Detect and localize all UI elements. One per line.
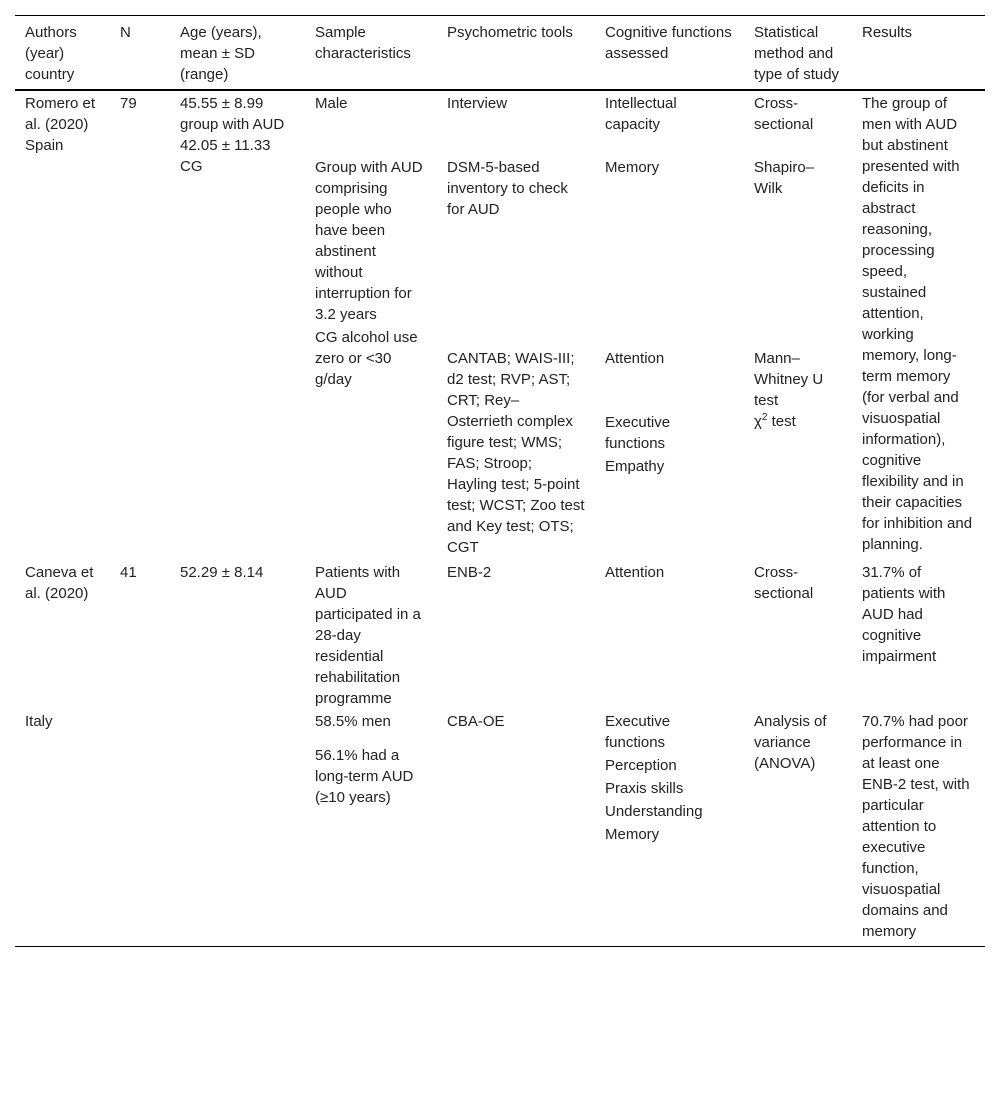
- results-text: The group of men with AUD but abstinent presented with deficits in abstract reasoning, processing speed, sustained attention, working memory, long-term memory (for verbal and visuospatial information), cognitive flexibility and in their capacities for inhibition and planning.: [862, 95, 973, 553]
- cell-sample: [305, 90, 437, 558]
- method-item: Shapiro–Wilk: [754, 159, 815, 197]
- table-header: [15, 16, 985, 91]
- cell-n: [110, 558, 170, 947]
- cell-authors: [15, 90, 110, 558]
- age-cg: 42.05 ± 11.33 CG: [180, 137, 271, 175]
- cell-tools: [437, 558, 595, 947]
- chi-suffix: test: [767, 413, 796, 430]
- results-text: 70.7% had poor performance in at least one ENB-2 test, with particular attention to executive function, visuospatial domains and memory: [862, 713, 970, 940]
- chi-symbol: χ: [754, 413, 762, 430]
- header-functions: Cognitive functions assessed: [605, 24, 732, 62]
- function-item: Memory: [605, 826, 660, 843]
- sample-item: 56.1% had a long-term AUD (≥10 years): [315, 747, 414, 806]
- function-item: Praxis skills: [605, 780, 684, 797]
- header-authors: Authors (year) country: [25, 24, 77, 83]
- function-item: Intellectual capacity: [605, 95, 677, 133]
- header-n: N: [120, 24, 131, 41]
- tool-item: ENB-2: [447, 564, 492, 581]
- header-results: Results: [862, 24, 913, 41]
- tool-item: DSM-5-based inventory to check for AUD: [447, 159, 568, 218]
- cell-age: [170, 90, 305, 558]
- tool-item: Interview: [447, 95, 508, 112]
- cell-functions: [595, 90, 744, 558]
- header-sample: Sample characteristics: [315, 24, 411, 62]
- method-item: Cross-sectional: [754, 564, 814, 602]
- tool-item: CANTAB; WAIS-III; d2 test; RVP; AST; CRT; Rey–Osterrieth complex figure test; WMS; FAS; Stroop; Hayling test; 5-point test; WCST; Zoo test and Key test; OTS; CGT: [447, 350, 585, 556]
- table-row-caneva: [15, 558, 985, 947]
- cell-age: [170, 558, 305, 947]
- sample-item: CG alcohol use zero or <30 g/day: [315, 329, 418, 388]
- cell-authors: [15, 558, 110, 947]
- n-value: 41: [120, 564, 137, 581]
- age-value: 52.29 ± 8.14: [180, 564, 264, 581]
- table-row-romero: [15, 90, 985, 558]
- method-item-chi: [754, 411, 842, 432]
- authors-text: Caneva et al. (2020): [25, 564, 94, 602]
- function-item: Empathy: [605, 458, 665, 475]
- country-text: Italy: [25, 713, 53, 730]
- country-text: Spain: [25, 137, 64, 154]
- function-item: Executive functions: [605, 713, 671, 751]
- age-aud: 45.55 ± 8.99 group with AUD: [180, 95, 285, 133]
- sample-item: Patients with AUD participated in a 28-day residential rehabilitation programme: [315, 564, 421, 707]
- n-value: 79: [120, 95, 137, 112]
- function-item: Attention: [605, 564, 665, 581]
- method-item: Mann–Whitney U test: [754, 350, 824, 409]
- header-tools: Psychometric tools: [447, 24, 573, 41]
- cell-n: [110, 90, 170, 558]
- results-text: 31.7% of patients with AUD had cognitive impairment: [862, 564, 946, 665]
- header-row: [15, 16, 985, 91]
- method-item: Cross-sectional: [754, 95, 814, 133]
- study-table: [15, 15, 985, 947]
- table-body: [15, 90, 985, 947]
- cell-tools: [437, 90, 595, 558]
- header-method: Statistical method and type of study: [754, 24, 840, 83]
- chi-superscript: 2: [761, 412, 768, 423]
- function-item: Understanding: [605, 803, 703, 820]
- study-table-container: [15, 15, 985, 947]
- function-item: Memory: [605, 159, 660, 176]
- function-item: Attention: [605, 350, 665, 367]
- sample-item: Group with AUD comprising people who have been abstinent without interruption for 3.2 years: [315, 159, 423, 323]
- cell-method: [744, 558, 852, 947]
- cell-functions: [595, 558, 744, 947]
- cell-results: [852, 558, 985, 947]
- sample-item: 58.5% men: [315, 713, 391, 730]
- method-item: Analysis of variance (ANOVA): [754, 713, 827, 772]
- cell-method: [744, 90, 852, 558]
- header-age: Age (years), mean ± SD (range): [180, 24, 262, 83]
- cell-sample: [305, 558, 437, 947]
- function-item: Perception: [605, 757, 677, 774]
- tool-item: CBA-OE: [447, 713, 505, 730]
- function-item: Executive functions: [605, 414, 671, 452]
- cell-results: [852, 90, 985, 558]
- authors-text: Romero et al. (2020): [25, 95, 96, 133]
- sample-item: Male: [315, 95, 348, 112]
